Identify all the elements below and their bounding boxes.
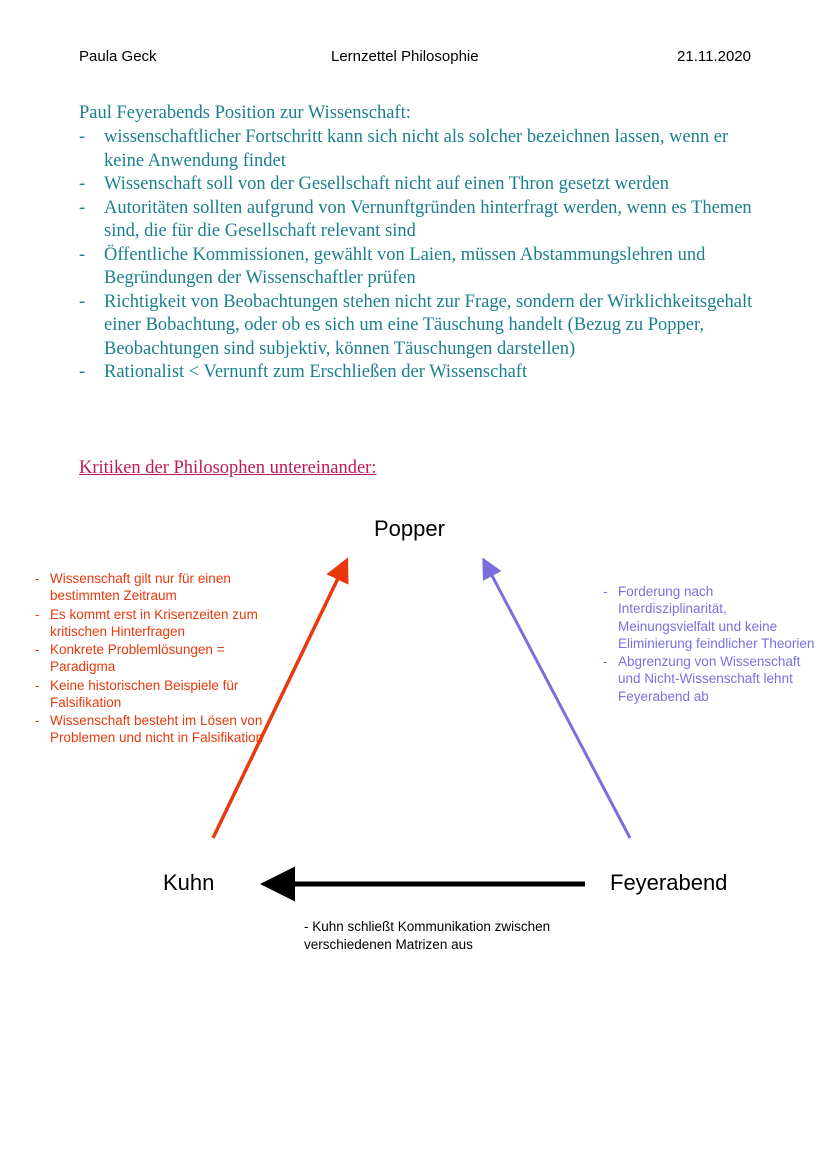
list-item: - Wissenschaft gilt nur für einen bestimmten Zeitraum — [34, 570, 274, 605]
node-kuhn: Kuhn — [163, 870, 215, 895]
node-popper: Popper — [374, 516, 445, 541]
list-item: - Wissenschaft soll von der Gesellschaft nicht auf einen Thron gesetzt werden — [79, 173, 769, 196]
header-date: 21.11.2020 — [677, 48, 751, 65]
document-header — [79, 48, 751, 70]
list-item: - Autoritäten sollten aufgrund von Vernunftgründen hinterfragt werden, wenn es Themen sind, die für die Gesellschaft relevant sind — [79, 197, 769, 244]
feyerabend-position-list — [79, 126, 769, 384]
list-item: - wissenschaftlicher Fortschritt kann sich nicht als solcher bezeichnen lassen, wenn er keine Anwendung findet — [79, 126, 769, 173]
kuhn-communication-note: - Kuhn schließt Kommunikation zwischen verschiedenen Matrizen aus — [304, 919, 551, 952]
list-item: - Konkrete Problemlösungen = Paradigma — [34, 641, 274, 676]
list-item: - Richtigkeit von Beobachtungen stehen nicht zur Frage, sondern der Wirklichkeitsgehalt einer Bobachtung, oder ob es sich um eine Täuschung handelt (Bezug zu Popper, Beobachtungen sind subjektiv, können Täuschungen darstellen) — [79, 291, 769, 361]
header-title: Lernzettel Philosophie — [331, 48, 479, 65]
list-item: - Rationalist < Vernunft zum Erschließen der Wissenschaft — [79, 361, 769, 384]
feyerabend-critique-notes — [602, 583, 817, 706]
list-item: - Abgrenzung von Wissenschaft und Nicht-Wissenschaft lehnt Feyerabend ab — [602, 653, 817, 705]
philosophers-critique-diagram — [0, 500, 828, 980]
list-item: - Es kommt erst in Krisenzeiten zum kritischen Hinterfragen — [34, 606, 274, 641]
feyerabend-position-section — [79, 102, 769, 385]
list-item: - Keine historischen Beispiele für Falsifikation — [34, 677, 274, 712]
section-heading: Paul Feyerabends Position zur Wissenschaft: — [79, 103, 411, 123]
header-author: Paula Geck — [79, 48, 157, 65]
list-item: - Wissenschaft besteht im Lösen von Problemen und nicht in Falsifikation — [34, 712, 274, 747]
critique-section-heading: Kritiken der Philosophen untereinander: — [79, 458, 377, 478]
kuhn-critique-notes — [34, 570, 274, 748]
list-item: - Forderung nach Interdisziplinarität, Meinungsvielfalt und keine Eliminierung feindlicher Theorien — [602, 583, 817, 652]
node-feyerabend: Feyerabend — [610, 870, 728, 895]
list-item: - Öffentliche Kommissionen, gewählt von Laien, müssen Abstammungslehren und Begründungen der Wissenschaftler prüfen — [79, 244, 769, 291]
